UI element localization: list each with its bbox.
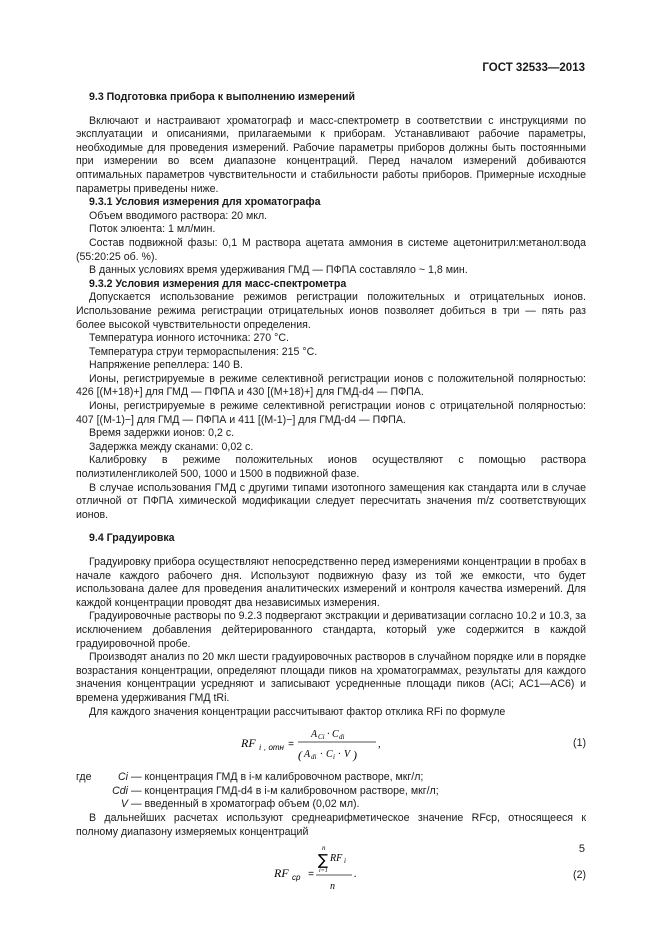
page-number: 5 bbox=[578, 843, 585, 855]
variable-symbol: V bbox=[120, 798, 128, 811]
definition-row bbox=[76, 785, 586, 799]
paragraph: В случае использования ГМД с другими типами изотопного замещения как стандарта или в случае отличной от ПФПА химической модификации следует пересчитать значения m/z соответствующих ионов. bbox=[76, 481, 586, 521]
section-9-4-title: 9.4 Градуировка bbox=[89, 532, 175, 545]
paragraph: Градуировку прибора осуществляют непосредственно перед измерениями концентрации в пробах в начале каждого рабочего дня. Используют подвижную фазу из той же емкости, что будет использована далее для проведения аналитических измерений и контроля качества измерений. Для каждой концентрации проводят два независимых измерения. bbox=[76, 556, 586, 609]
section-9-3-title: 9.3 Подготовка прибора к выполнению измерений bbox=[89, 91, 356, 103]
document-body bbox=[76, 91, 586, 901]
svg-text:n: n bbox=[330, 881, 335, 893]
svg-text:n: n bbox=[322, 844, 326, 853]
svg-text:·: · bbox=[338, 749, 341, 761]
svg-text:di: di bbox=[311, 753, 317, 762]
paragraph: Время задержки ионов: 0,2 с. bbox=[89, 427, 235, 440]
formula-1-graphic bbox=[76, 719, 586, 771]
subsection-9-3-1-title: 9.3.1 Условия измерения для хроматографа bbox=[89, 196, 321, 209]
svg-text:C: C bbox=[326, 749, 333, 761]
paragraph: Производят анализ по 20 мкл шести градуировочных растворов в случайном порядке или в порядке возрастания концентрации, определяют площади пиков на хроматограммах, результаты для каждого значения концентрации усредняют и записывают усредненные площади пиков (ACi; AC1—AC6) и времена удерживания ГМД tRi. bbox=[76, 651, 586, 704]
svg-text:, отн: , отн bbox=[264, 743, 284, 753]
svg-text:.: . bbox=[354, 868, 357, 881]
svg-text:V: V bbox=[344, 749, 351, 761]
svg-text:C: C bbox=[332, 729, 339, 741]
paragraph: Состав подвижной фазы: 0,1 М раствора ацетата аммония в системе ацетонитрил:метанол:вода (55:20:25 об. %). bbox=[76, 236, 586, 263]
paragraph: Температура ионного источника: 270 °C. bbox=[89, 332, 289, 345]
svg-text:di: di bbox=[339, 733, 345, 742]
svg-text:i: i bbox=[333, 753, 335, 762]
formula-1 bbox=[76, 719, 586, 771]
svg-text:RF: RF bbox=[241, 736, 256, 751]
paragraph: Напряжение репеллера: 140 В. bbox=[89, 359, 243, 372]
paragraph: Калибровку в режиме положительных ионов осуществляют с помощью раствора полиэтиленгликолей 500, 1000 и 1500 в подвижной фазе. bbox=[76, 454, 586, 481]
paragraph: В дальнейших расчетах используют среднеарифметическое значение RFср, относящееся к полному диапазону измеряемых концентраций bbox=[76, 811, 586, 838]
paragraph: Объем вводимого раствора: 20 мкл. bbox=[89, 209, 268, 222]
svg-text:): ) bbox=[353, 748, 357, 763]
variable-definitions bbox=[76, 771, 586, 812]
svg-text:,: , bbox=[378, 738, 381, 751]
where-prefix: где bbox=[76, 771, 92, 784]
svg-text:·: · bbox=[327, 729, 330, 741]
svg-text:=: = bbox=[308, 869, 314, 881]
svg-text:RF: RF bbox=[274, 866, 289, 881]
svg-text:A: A bbox=[304, 749, 311, 761]
formula-2-graphic bbox=[76, 839, 586, 901]
equation-number: (1) bbox=[573, 737, 586, 750]
subsection-9-3-2-title: 9.3.2 Условия измерения для масс-спектрометра bbox=[89, 277, 347, 290]
paragraph: Допускается использование режимов регистрации положительных и отрицательных ионов. Использование режима регистрации отрицательных ионов позволяет добиться в три — пять раз более высокой чувствительности определения. bbox=[76, 291, 586, 331]
paragraph: В данных условиях время удерживания ГМД — ПФПА составляло ~ 1,8 мин. bbox=[89, 264, 468, 277]
equation-number: (2) bbox=[573, 869, 586, 882]
svg-text:∑: ∑ bbox=[318, 851, 329, 870]
paragraph: Поток элюента: 1 мл/мин. bbox=[89, 223, 216, 236]
svg-text:·: · bbox=[320, 749, 323, 761]
paragraph: Задержка между сканами: 0,02 с. bbox=[89, 440, 254, 453]
paragraph: Включают и настраивают хроматограф и масс-спектрометр в соответствии с инструкциями по эксплуатации и описаниями, прилагаемыми к приборам. Устанавливают рабочие параметры, необходимые для проведения измерений. Рабочие параметры приборов должны быть постоянными при измерении во всем диапазоне концентраций. Перед началом измерений добиваются оптимальных параметров чувствительности и стабильности работы приборов. Примерные исходные параметры приведены ниже. bbox=[76, 114, 586, 195]
svg-text:=: = bbox=[288, 739, 294, 751]
svg-text:A: A bbox=[311, 729, 318, 741]
svg-text:ср: ср bbox=[292, 873, 301, 883]
paragraph: Температура струи термораспыления: 215 °C. bbox=[89, 345, 318, 358]
paragraph: Для каждого значения концентрации рассчитывают фактор отклика RFi по формуле bbox=[89, 705, 506, 718]
svg-text:i: i bbox=[344, 857, 346, 866]
svg-text:i=1: i=1 bbox=[319, 868, 328, 875]
paragraph: Градуировочные растворы по 9.2.3 подвергают экстракции и дериватизации согласно 10.2 и 10.3, за исключением добавления дейтерированного стандарта, который уже содержится в каждой градуировочной пробе. bbox=[76, 610, 586, 650]
definition-row bbox=[76, 798, 586, 812]
standard-header: ГОСТ 32533—2013 bbox=[482, 62, 585, 74]
variable-symbol: Cdi bbox=[112, 784, 128, 797]
paragraph: Ионы, регистрируемые в режиме селективной регистрации ионов с положительной полярностью: 426 [(M+18)+] для ГМД — ПФПА и 430 [(M+18)+] для ГМД-d4 — ПФПА. bbox=[76, 372, 586, 399]
variable-description: — концентрация ГМД в i-м калибровочном растворе, мкг/л; bbox=[131, 771, 424, 784]
definition-row bbox=[76, 771, 586, 785]
variable-symbol: Ci bbox=[117, 771, 128, 784]
svg-text:Ci: Ci bbox=[318, 733, 325, 742]
svg-text:(: ( bbox=[298, 748, 302, 763]
variable-description: — концентрация ГМД-d4 в i-м калибровочном растворе, мкг/л; bbox=[131, 784, 439, 797]
paragraph: Ионы, регистрируемые в режиме селективной регистрации ионов с отрицательной полярностью: 407 [(M-1)−] для ГМД — ПФПА и 411 [(M-1)−] для ГМД-d4 — ПФПА. bbox=[76, 400, 586, 426]
variable-description: — введенный в хроматограф объем (0,02 мл). bbox=[131, 798, 360, 811]
svg-text:RF: RF bbox=[330, 853, 343, 865]
svg-text:i: i bbox=[259, 743, 262, 753]
formula-2 bbox=[76, 839, 586, 901]
